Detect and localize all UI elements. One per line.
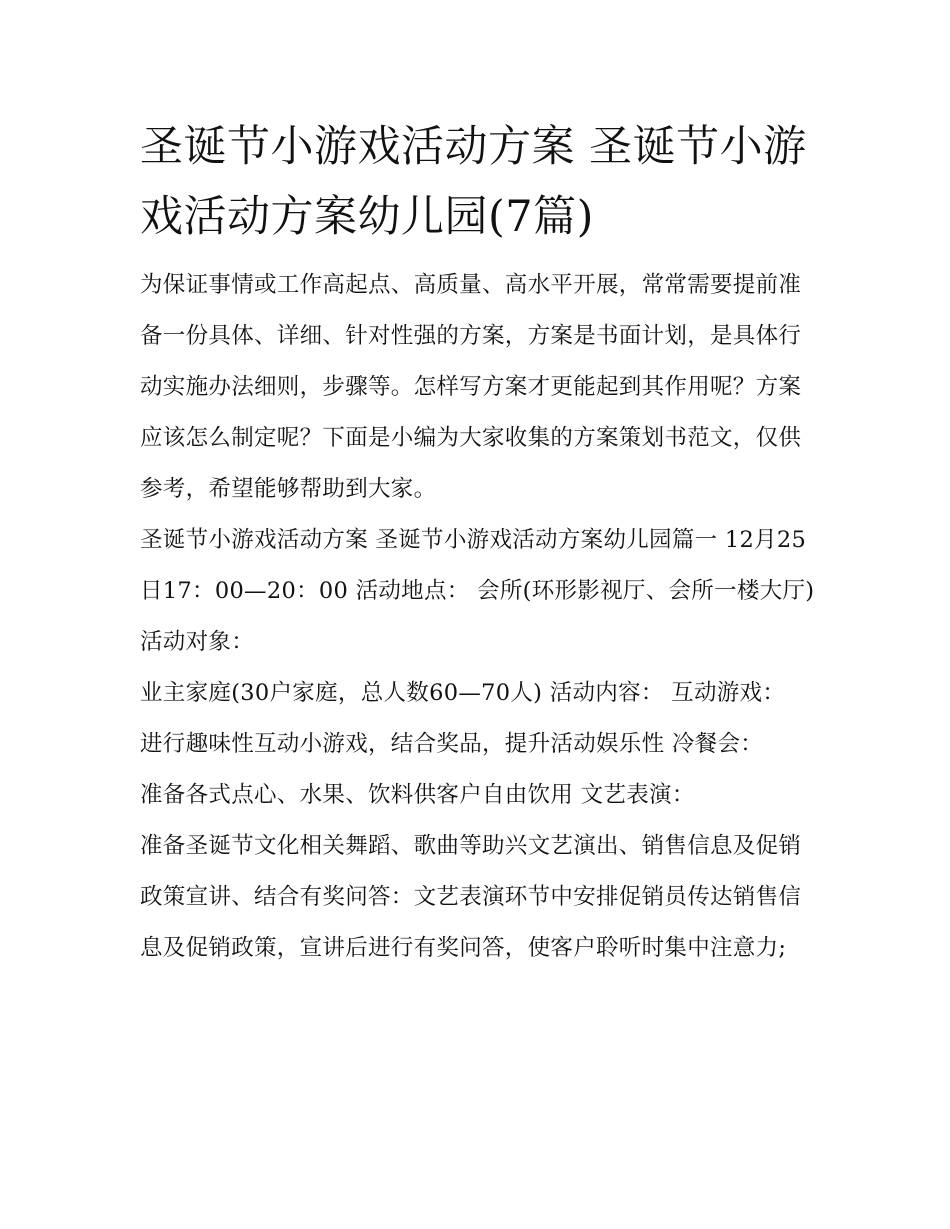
buffet-paragraph: 准备各式点心、水果、饮料供客户自由饮用 文艺表演：: [140, 782, 695, 808]
intro-paragraph: 为保证事情或工作高起点、高质量、高水平开展，常常需要提前准备一份具体、详细、针对性强的方案，方案是书面计划，是具体行动实施办法细则，步骤等。怎样写方案才更能起到其作用呢？方案应该怎么制定呢？下面是小编为大家收集的方案策划书范文，仅供参考，希望能够帮助到大家。: [140, 272, 802, 502]
performance-paragraph: 准备圣诞节文化相关舞蹈、歌曲等助兴文艺演出、销售信息及促销政策宣讲、结合有奖问答：文艺表演环节中安排促销员传达销售信息及促销政策，宣讲后进行有奖问答，使客户聆听时集中注意力;: [140, 833, 802, 961]
document-body: [140, 112, 815, 974]
document-title: 圣诞节小游戏活动方案 圣诞节小游戏活动方案幼儿园(7篇): [140, 122, 807, 242]
activity-content-paragraph: 业主家庭(30户家庭，总人数60—70人) 活动内容： 互动游戏： 进行趣味性互动小游戏，结合奖品，提升活动娱乐性 冷餐会：: [140, 680, 786, 757]
activity-time-location-paragraph: 圣诞节小游戏活动方案 圣诞节小游戏活动方案幼儿园篇一 12月25日17：00—20：00 活动地点： 会所(环形影视厅、会所一楼大厅) 活动对象：: [140, 527, 815, 655]
